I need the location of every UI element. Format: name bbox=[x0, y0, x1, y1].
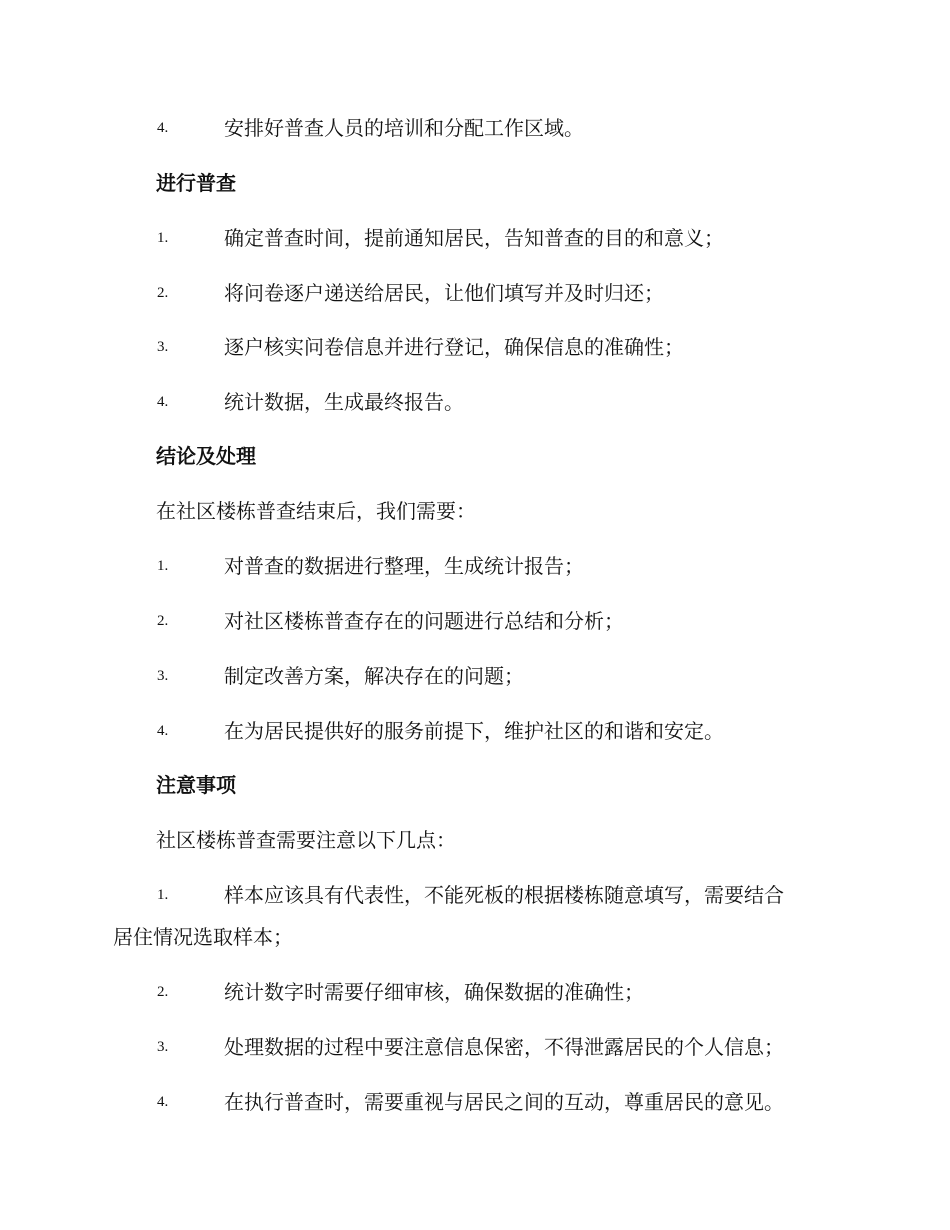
list-item-text: 处理数据的过程中要注意信息保密，不得泄露居民的个人信息； bbox=[224, 1035, 784, 1059]
list-item-number: 4. bbox=[157, 394, 169, 410]
list-item bbox=[0, 223, 950, 253]
list-item bbox=[0, 661, 950, 691]
list-item bbox=[0, 387, 950, 417]
list-item bbox=[0, 880, 950, 910]
paragraph-text: 社区楼栋普查需要注意以下几点： bbox=[156, 828, 456, 852]
list-item-text: 制定改善方案，解决存在的问题； bbox=[224, 664, 524, 688]
list-item-text: 逐户核实问卷信息并进行登记，确保信息的准确性； bbox=[224, 335, 684, 359]
list-item bbox=[0, 278, 950, 308]
list-item bbox=[0, 113, 950, 143]
paragraph bbox=[0, 496, 950, 526]
list-item-number: 2. bbox=[157, 285, 169, 301]
list-item bbox=[0, 1032, 950, 1062]
list-item-text: 对社区楼栋普查存在的问题进行总结和分析； bbox=[224, 609, 624, 633]
list-item-continuation bbox=[0, 922, 950, 952]
section-heading bbox=[0, 770, 950, 800]
section-heading-text: 结论及处理 bbox=[156, 444, 256, 468]
list-item-number: 3. bbox=[157, 1039, 169, 1055]
list-item-continuation-text: 居住情况选取样本； bbox=[113, 925, 293, 949]
list-item-text: 对普查的数据进行整理，生成统计报告； bbox=[224, 554, 584, 578]
list-item bbox=[0, 977, 950, 1007]
list-item-text: 样本应该具有代表性，不能死板的根据楼栋随意填写，需要结合 bbox=[224, 883, 784, 907]
list-item-text: 确定普查时间，提前通知居民，告知普查的目的和意义； bbox=[224, 226, 724, 250]
list-item-text: 在执行普查时，需要重视与居民之间的互动，尊重居民的意见。 bbox=[224, 1090, 784, 1114]
section-heading bbox=[0, 168, 950, 198]
list-item-number: 4. bbox=[157, 1094, 169, 1110]
list-item-number: 1. bbox=[157, 887, 169, 903]
list-item bbox=[0, 1087, 950, 1117]
list-item bbox=[0, 551, 950, 581]
paragraph bbox=[0, 825, 950, 855]
section-heading-text: 进行普查 bbox=[156, 171, 236, 195]
list-item-number: 3. bbox=[157, 339, 169, 355]
list-item-number: 1. bbox=[157, 558, 169, 574]
list-item-number: 4. bbox=[157, 120, 169, 136]
list-item bbox=[0, 606, 950, 636]
list-item-number: 2. bbox=[157, 613, 169, 629]
list-item bbox=[0, 716, 950, 746]
list-item-number: 4. bbox=[157, 723, 169, 739]
list-item-number: 2. bbox=[157, 984, 169, 1000]
list-item-text: 统计数据，生成最终报告。 bbox=[224, 390, 464, 414]
list-item-text: 将问卷逐户递送给居民，让他们填写并及时归还； bbox=[224, 281, 664, 305]
list-item-text: 在为居民提供好的服务前提下，维护社区的和谐和安定。 bbox=[224, 719, 724, 743]
section-heading-text: 注意事项 bbox=[156, 773, 236, 797]
list-item-text: 统计数字时需要仔细审核，确保数据的准确性； bbox=[224, 980, 644, 1004]
list-item bbox=[0, 332, 950, 362]
paragraph-text: 在社区楼栋普查结束后，我们需要： bbox=[156, 499, 476, 523]
list-item-number: 3. bbox=[157, 668, 169, 684]
list-item-text: 安排好普查人员的培训和分配工作区域。 bbox=[224, 116, 584, 140]
section-heading bbox=[0, 441, 950, 471]
list-item-number: 1. bbox=[157, 230, 169, 246]
